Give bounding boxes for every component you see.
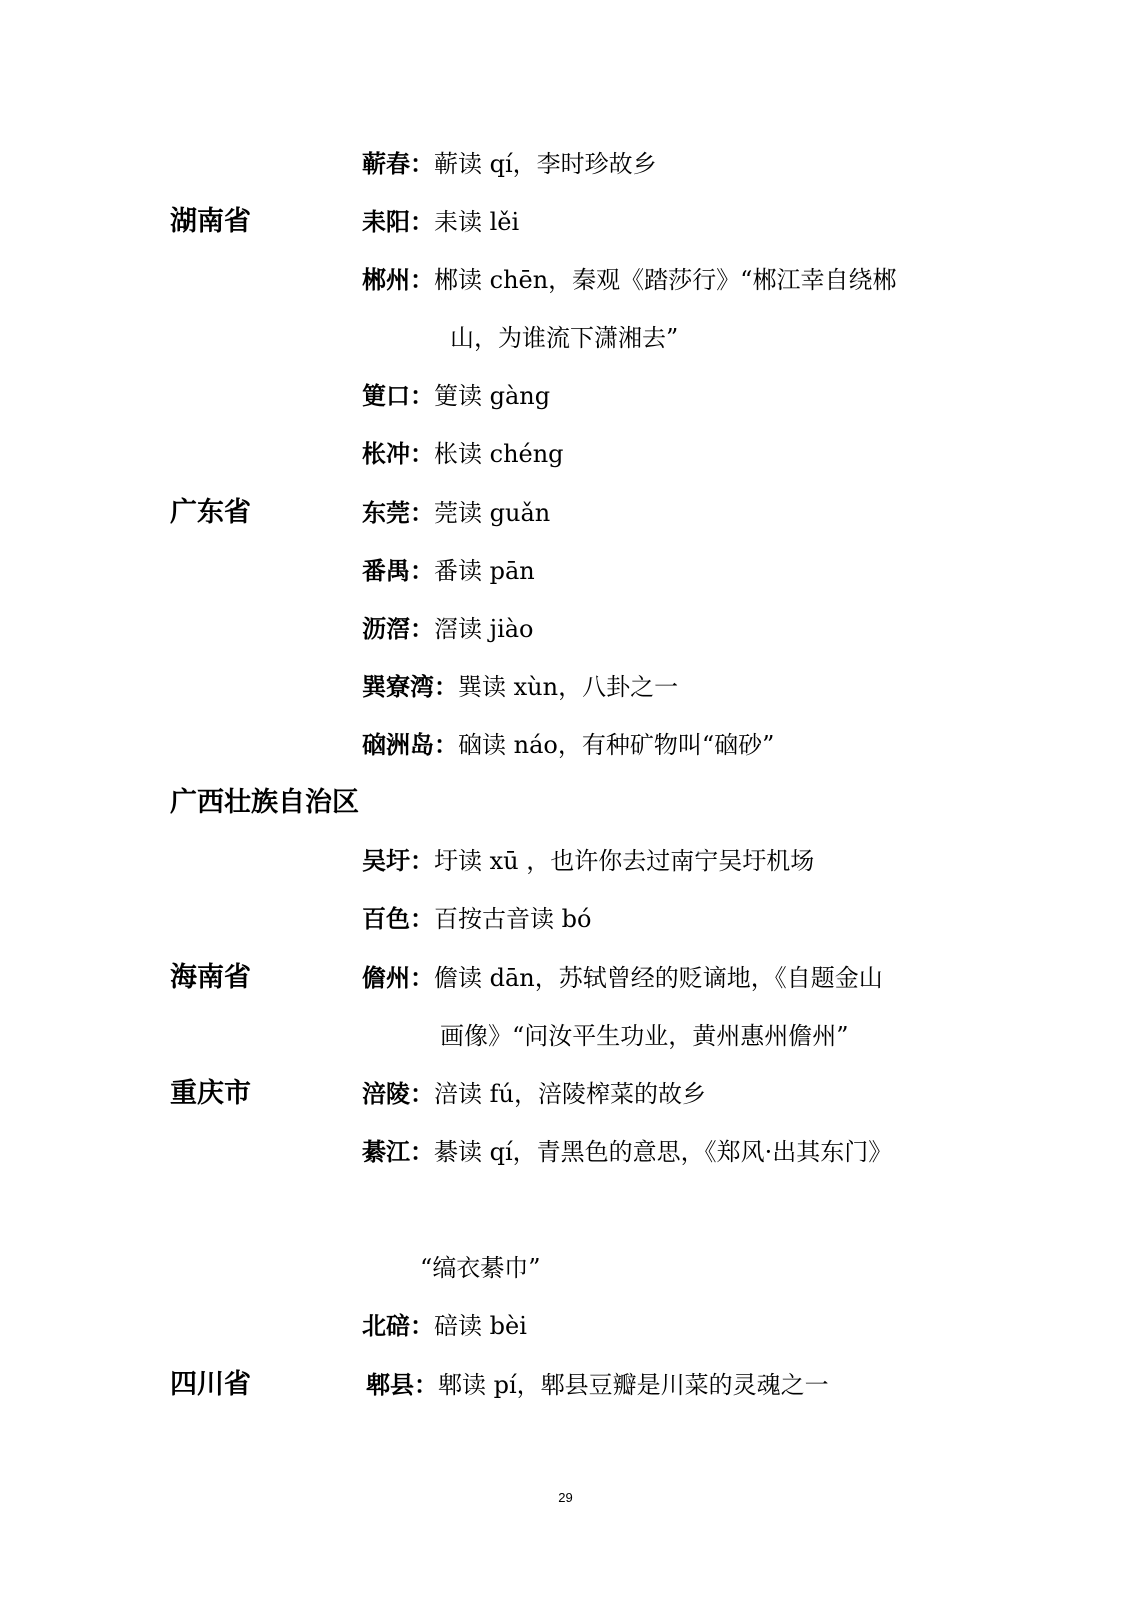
entry-term: 东莞： xyxy=(362,499,434,527)
entry-term: 儋州： xyxy=(362,964,434,992)
entry-desc: 耒读 lěi xyxy=(434,208,520,236)
province-sichuan: 四川省 xyxy=(170,1369,251,1400)
entry-desc: 綦读 qí，青黑色的意思，《郑风·出其东门》 xyxy=(434,1138,893,1166)
province-chongqing: 重庆市 xyxy=(170,1078,251,1109)
entry-desc: 涪读 fú，涪陵榨菜的故乡 xyxy=(434,1080,706,1108)
entry-term: 沥滘： xyxy=(362,615,434,643)
province-guangxi: 广西壮族自治区 xyxy=(170,787,359,818)
entry-term: 郫县： xyxy=(366,1371,438,1399)
entry-qijiang xyxy=(362,1134,892,1170)
entry-term: 枨冲： xyxy=(362,440,434,468)
entry-term: 涪陵： xyxy=(362,1080,434,1108)
entry-gangkou xyxy=(362,378,550,414)
province-guangdong: 广东省 xyxy=(170,497,251,528)
entry-desc: 番读 pān xyxy=(434,557,535,585)
entry-term: 北碚： xyxy=(362,1312,434,1340)
entry-wuxu xyxy=(362,843,814,879)
entry-desc: 郴读 chēn，秦观《踏莎行》“郴江幸自绕郴 xyxy=(434,266,897,294)
entry-desc: 莞读 guǎn xyxy=(434,499,551,527)
entry-dongguan xyxy=(362,495,550,531)
entry-danzhou xyxy=(362,960,883,996)
entry-desc: 硇读 náo，有种矿物叫“硇砂” xyxy=(458,731,775,759)
entry-desc: 筻读 gàng xyxy=(434,382,551,410)
entry-term: 綦江： xyxy=(362,1138,434,1166)
province-hainan: 海南省 xyxy=(170,962,251,993)
entry-desc: 郫读 pí，郫县豆瓣是川菜的灵魂之一 xyxy=(438,1371,829,1399)
entry-lijiao xyxy=(362,611,534,647)
entry-naozhoudao xyxy=(362,727,774,763)
entry-panyu xyxy=(362,553,535,589)
entry-continuation: “缟衣綦巾” xyxy=(420,1254,541,1282)
entry-term: 巽寮湾： xyxy=(362,673,458,701)
entry-term: 蕲春： xyxy=(362,150,434,178)
entry-desc: 碚读 bèi xyxy=(434,1312,527,1340)
province-hunan: 湖南省 xyxy=(170,206,251,237)
entry-beibei xyxy=(362,1308,527,1344)
entry-desc: 枨读 chéng xyxy=(434,440,564,468)
entry-continuation: 画像》“问汝平生功业，黄州惠州儋州” xyxy=(440,1022,849,1050)
entry-continuation: 山，为谁流下潇湘去” xyxy=(450,324,679,352)
entry-term: 耒阳： xyxy=(362,208,434,236)
entry-chenzhou xyxy=(362,262,896,298)
entry-leiyang xyxy=(362,204,519,240)
entry-fuling xyxy=(362,1076,706,1112)
entry-xunliaowan xyxy=(362,669,678,705)
entry-desc: 百按古音读 bó xyxy=(434,905,592,933)
entry-qichun xyxy=(362,146,657,182)
entry-desc: 蕲读 qí，李时珍故乡 xyxy=(434,150,657,178)
entry-term: 筻口： xyxy=(362,382,434,410)
entry-term: 番禺： xyxy=(362,557,434,585)
entry-desc: 巽读 xùn，八卦之一 xyxy=(458,673,679,701)
entry-pixian xyxy=(366,1367,829,1403)
entry-term: 百色： xyxy=(362,905,434,933)
entry-term: 吴圩： xyxy=(362,847,434,875)
entry-baise xyxy=(362,901,591,937)
entry-term: 郴州： xyxy=(362,266,434,294)
entry-chengchong xyxy=(362,436,564,472)
entry-term: 硇洲岛： xyxy=(362,731,458,759)
entry-desc: 圩读 xū ，也许你去过南宁吴圩机场 xyxy=(434,847,815,875)
page-number: 29 xyxy=(558,1490,573,1505)
entry-desc: 滘读 jiào xyxy=(434,615,534,643)
entry-desc: 儋读 dān，苏轼曾经的贬谪地，《自题金山 xyxy=(434,964,883,992)
